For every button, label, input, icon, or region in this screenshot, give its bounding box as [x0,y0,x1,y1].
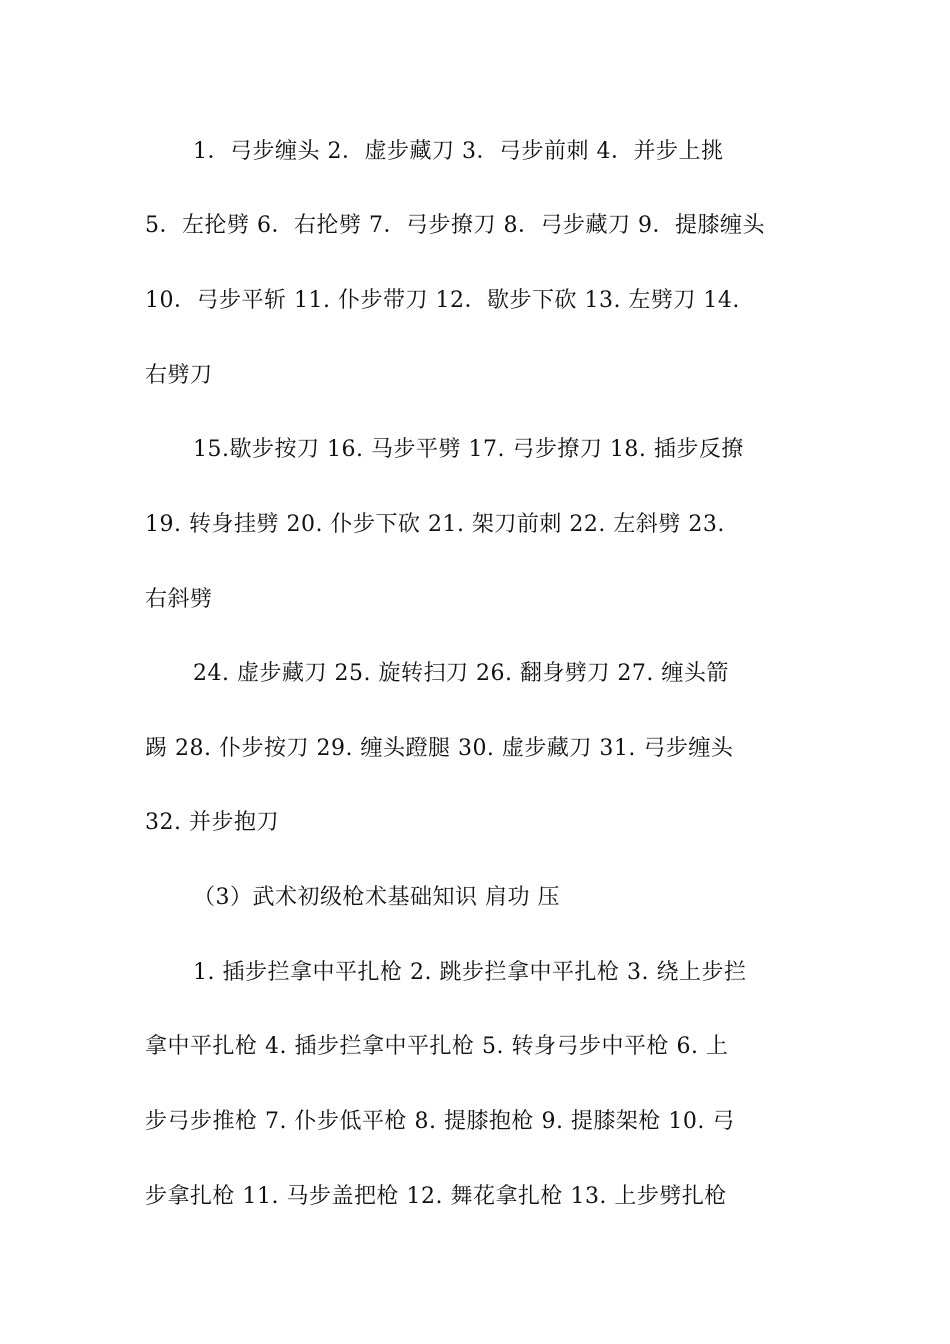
text-line-10: 32. 并步抱刀 [145,810,279,835]
text-line-7: 右斜劈 [145,587,213,612]
text-line-5: 15.歇步按刀 16. 马步平劈 17. 弓步撩刀 18. 插步反撩 [193,437,744,462]
text-line-14: 步弓步推枪 7. 仆步低平枪 8. 提膝抱枪 9. 提膝架枪 10. 弓 [145,1109,735,1134]
text-line-1: 1．弓步缠头 2．虚步藏刀 3．弓步前刺 4．并步上挑 [193,139,724,164]
text-line-4: 右劈刀 [145,363,213,388]
text-line-8: 24. 虚步藏刀 25. 旋转扫刀 26. 翻身劈刀 27. 缠头箭 [193,661,729,686]
text-line-12: 1. 插步拦拿中平扎枪 2. 跳步拦拿中平扎枪 3. 绕上步拦 [193,960,747,985]
text-line-13: 拿中平扎枪 4. 插步拦拿中平扎枪 5. 转身弓步中平枪 6. 上 [145,1034,729,1059]
text-line-15: 步拿扎枪 11. 马步盖把枪 12. 舞花拿扎枪 13. 上步劈扎枪 [145,1184,727,1209]
text-line-6: 19. 转身挂劈 20. 仆步下砍 21. 架刀前刺 22. 左斜劈 23. [145,512,725,537]
text-line-2: 5．左抡劈 6．右抡劈 7．弓步撩刀 8．弓步藏刀 9．提膝缠头 [145,213,765,238]
text-line-9: 踢 28. 仆步按刀 29. 缠头蹬腿 30. 虚步藏刀 31. 弓步缠头 [145,736,734,761]
section-heading: （3）武术初级枪术基础知识 肩功 压 [193,885,560,910]
text-line-3: 10．弓步平斩 11. 仆步带刀 12．歇步下砍 13. 左劈刀 14. [145,288,740,313]
